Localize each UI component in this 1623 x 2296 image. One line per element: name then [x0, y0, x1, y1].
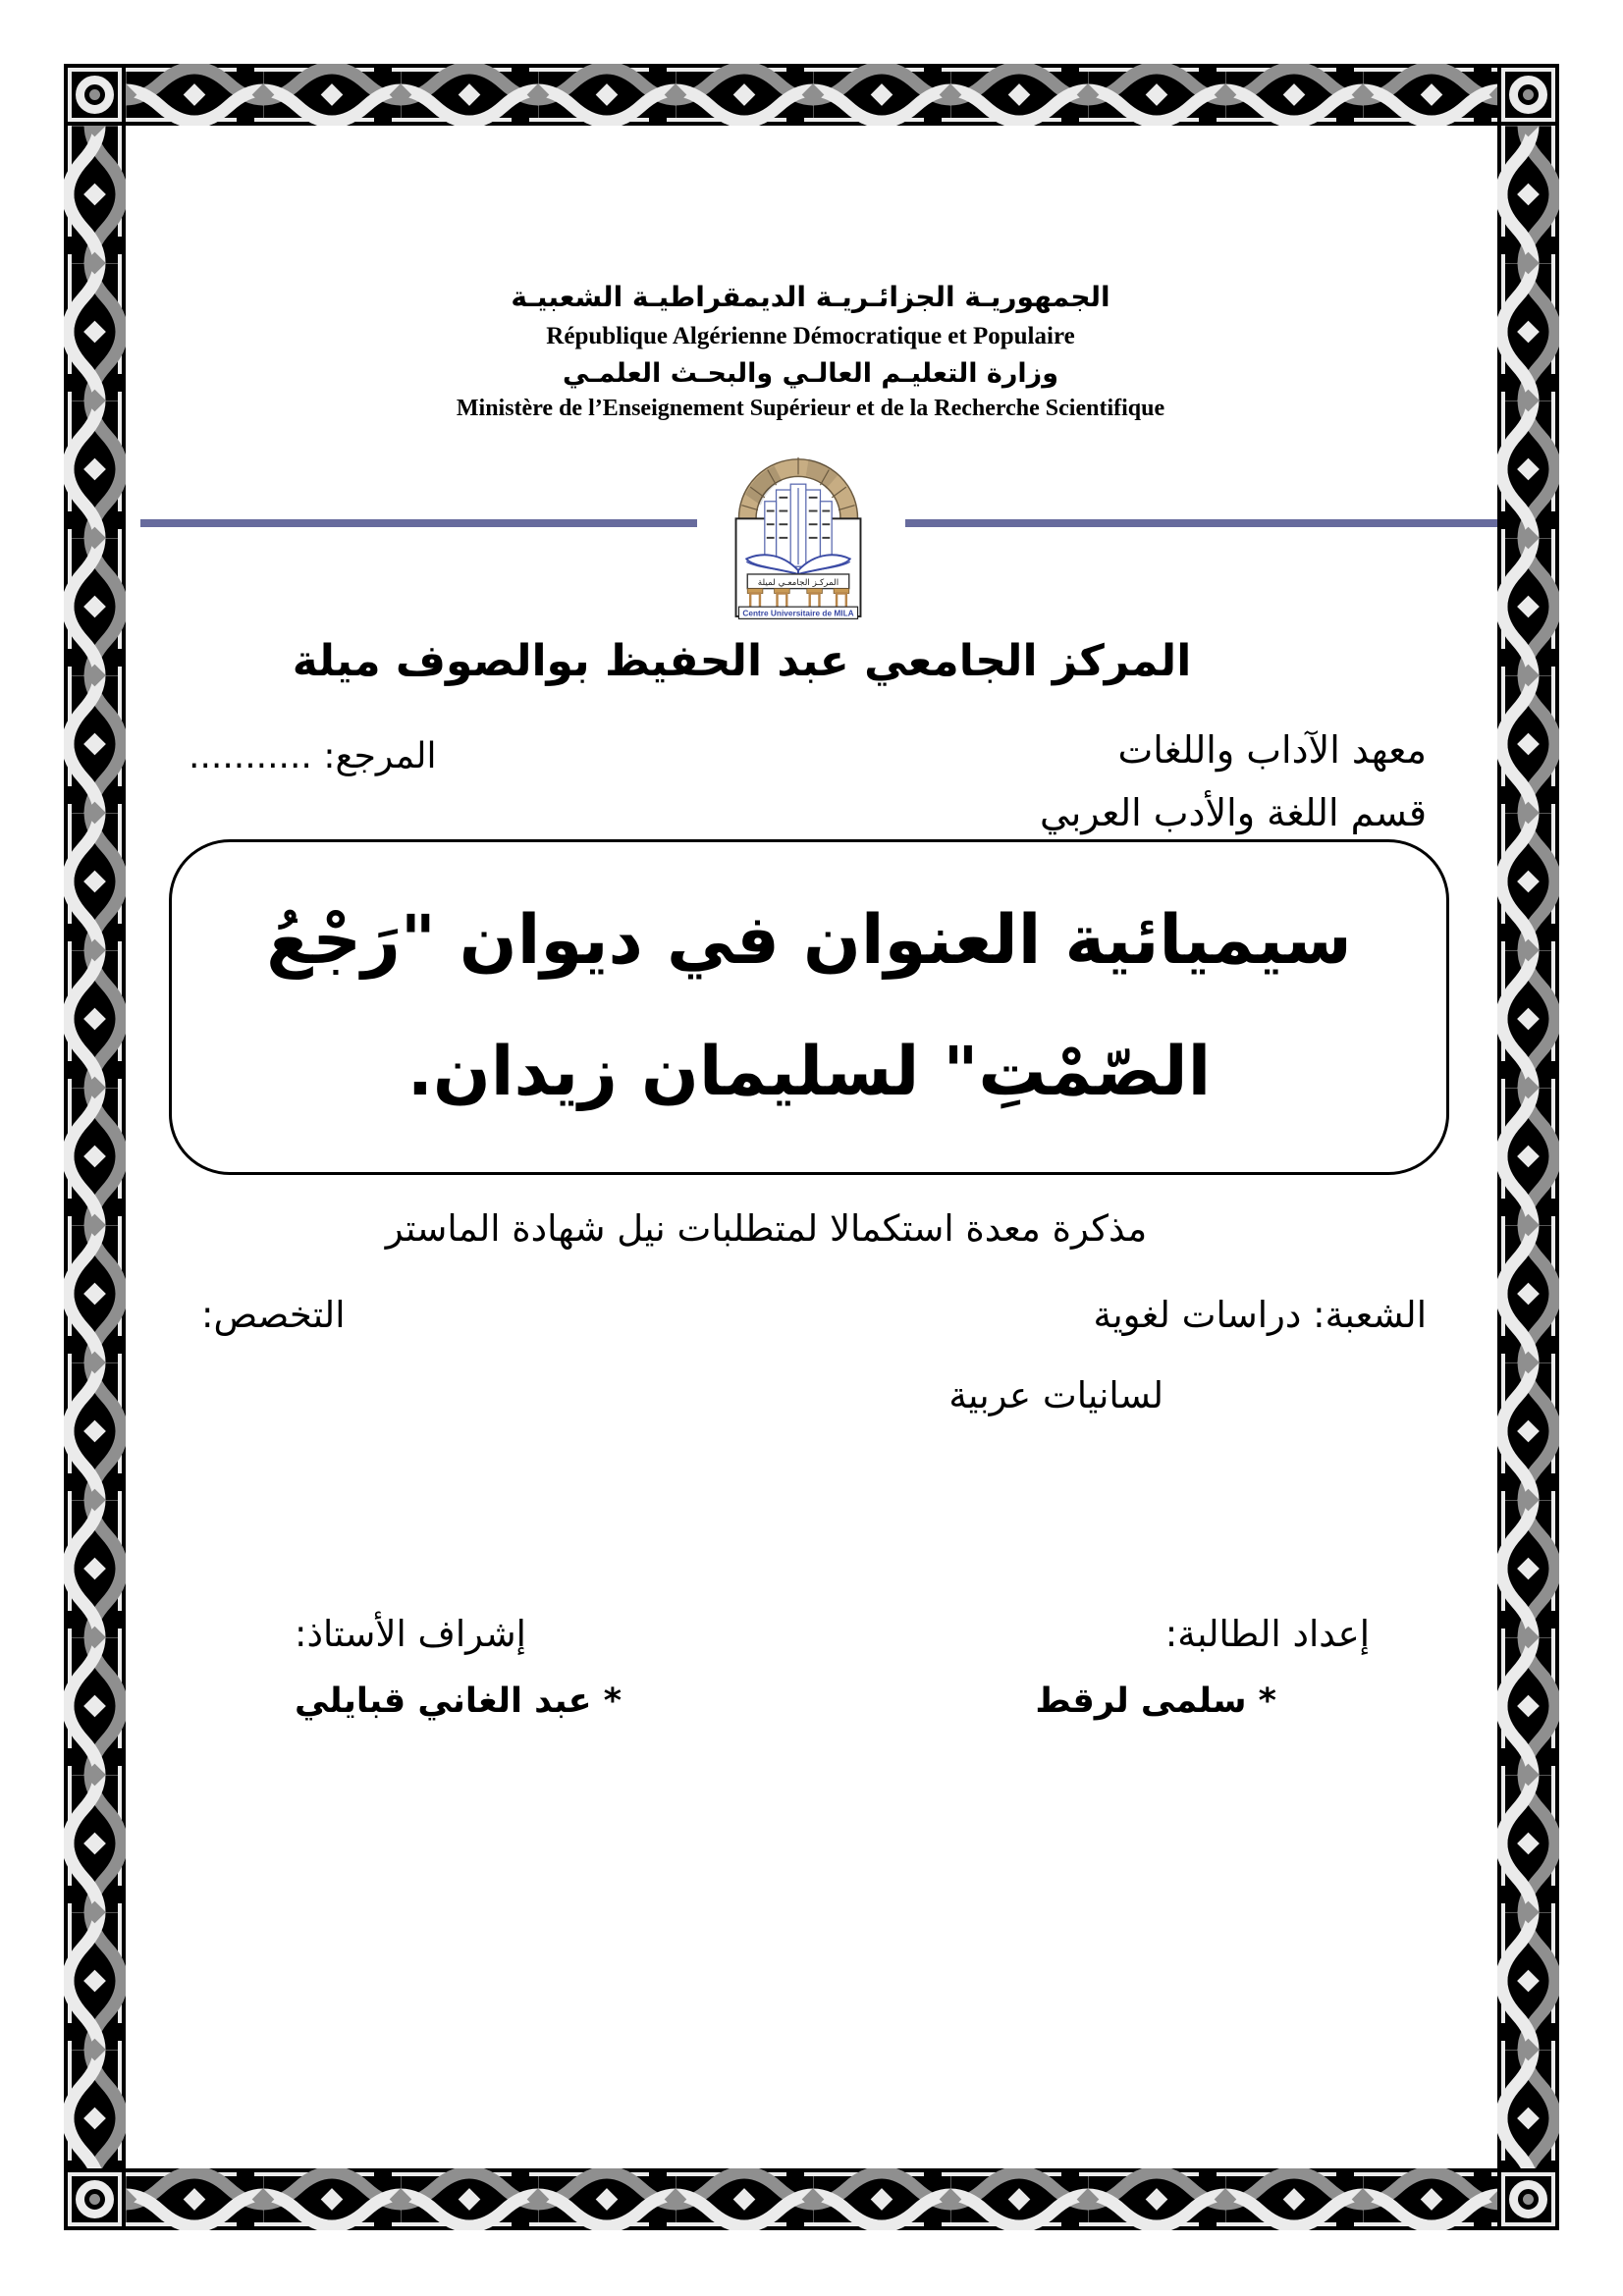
logo-caption: Centre Universitaire de MILA [742, 608, 854, 618]
ministry-name-french: Ministère de l’Enseignement Supérieur et de la Recherche Scientifique [456, 396, 1165, 421]
student-name: * سلمى لرقط [1035, 1682, 1276, 1721]
thesis-title-line1: سيميائية العنوان في ديوان "رَجْعُ [266, 901, 1352, 981]
supervisor-heading: إشراف الأستاذ: [295, 1613, 526, 1655]
department-name: قسم اللغة والأدب العربي [1040, 791, 1427, 834]
specialty-label: التخصص: [201, 1294, 346, 1336]
thesis-note: مذكرة معدة استكمالا لمتطلبات نيل شهادة الماستر [385, 1207, 1148, 1250]
border-strip-left [64, 126, 126, 2168]
border-strip-right [1497, 126, 1559, 2168]
institution-name: المركز الجامعي عبد الحفيظ بوالصوف ميلة [292, 636, 1192, 686]
logo-building [765, 484, 832, 566]
specialty-value: لسانيات عربية [948, 1374, 1163, 1416]
branch-field: الشعبة: دراسات لغوية [1093, 1294, 1427, 1336]
institute-name: معهد الآداب واللغات [1117, 728, 1427, 772]
border-corner-bottom-left [64, 2168, 126, 2230]
logo-caption-strip [738, 607, 857, 618]
divider-line-left [140, 519, 697, 527]
border-corner-bottom-right [1497, 2168, 1559, 2230]
logo-banner [747, 574, 849, 589]
ministry-name-arabic: وزارة التعليـم العالـي والبحـث العلمـي [563, 358, 1058, 389]
student-heading: إعداد الطالبة: [1164, 1613, 1370, 1655]
border-strip-top [126, 64, 1497, 126]
border-corner-top-right [1497, 64, 1559, 126]
thesis-title-line2: الصّمْتِ" لسليمان زيدان. [406, 1032, 1212, 1111]
border-strip-bottom [126, 2168, 1497, 2230]
university-logo [717, 442, 880, 622]
reference-field: المرجع: ........... [189, 736, 437, 776]
thesis-title-box [169, 839, 1449, 1175]
divider-line-right [905, 519, 1497, 527]
logo-banner-text: المركـز الجامعـي لميلة [757, 578, 839, 589]
republic-name-french: République Algérienne Démocratique et Populaire [546, 323, 1075, 349]
border-corner-top-left [64, 64, 126, 126]
supervisor-name: * عبد الغاني قبايلي [295, 1682, 622, 1721]
republic-name-arabic: الجمهوريـة الجزائـريـة الديمقراطيـة الشعبيـة [511, 281, 1110, 313]
